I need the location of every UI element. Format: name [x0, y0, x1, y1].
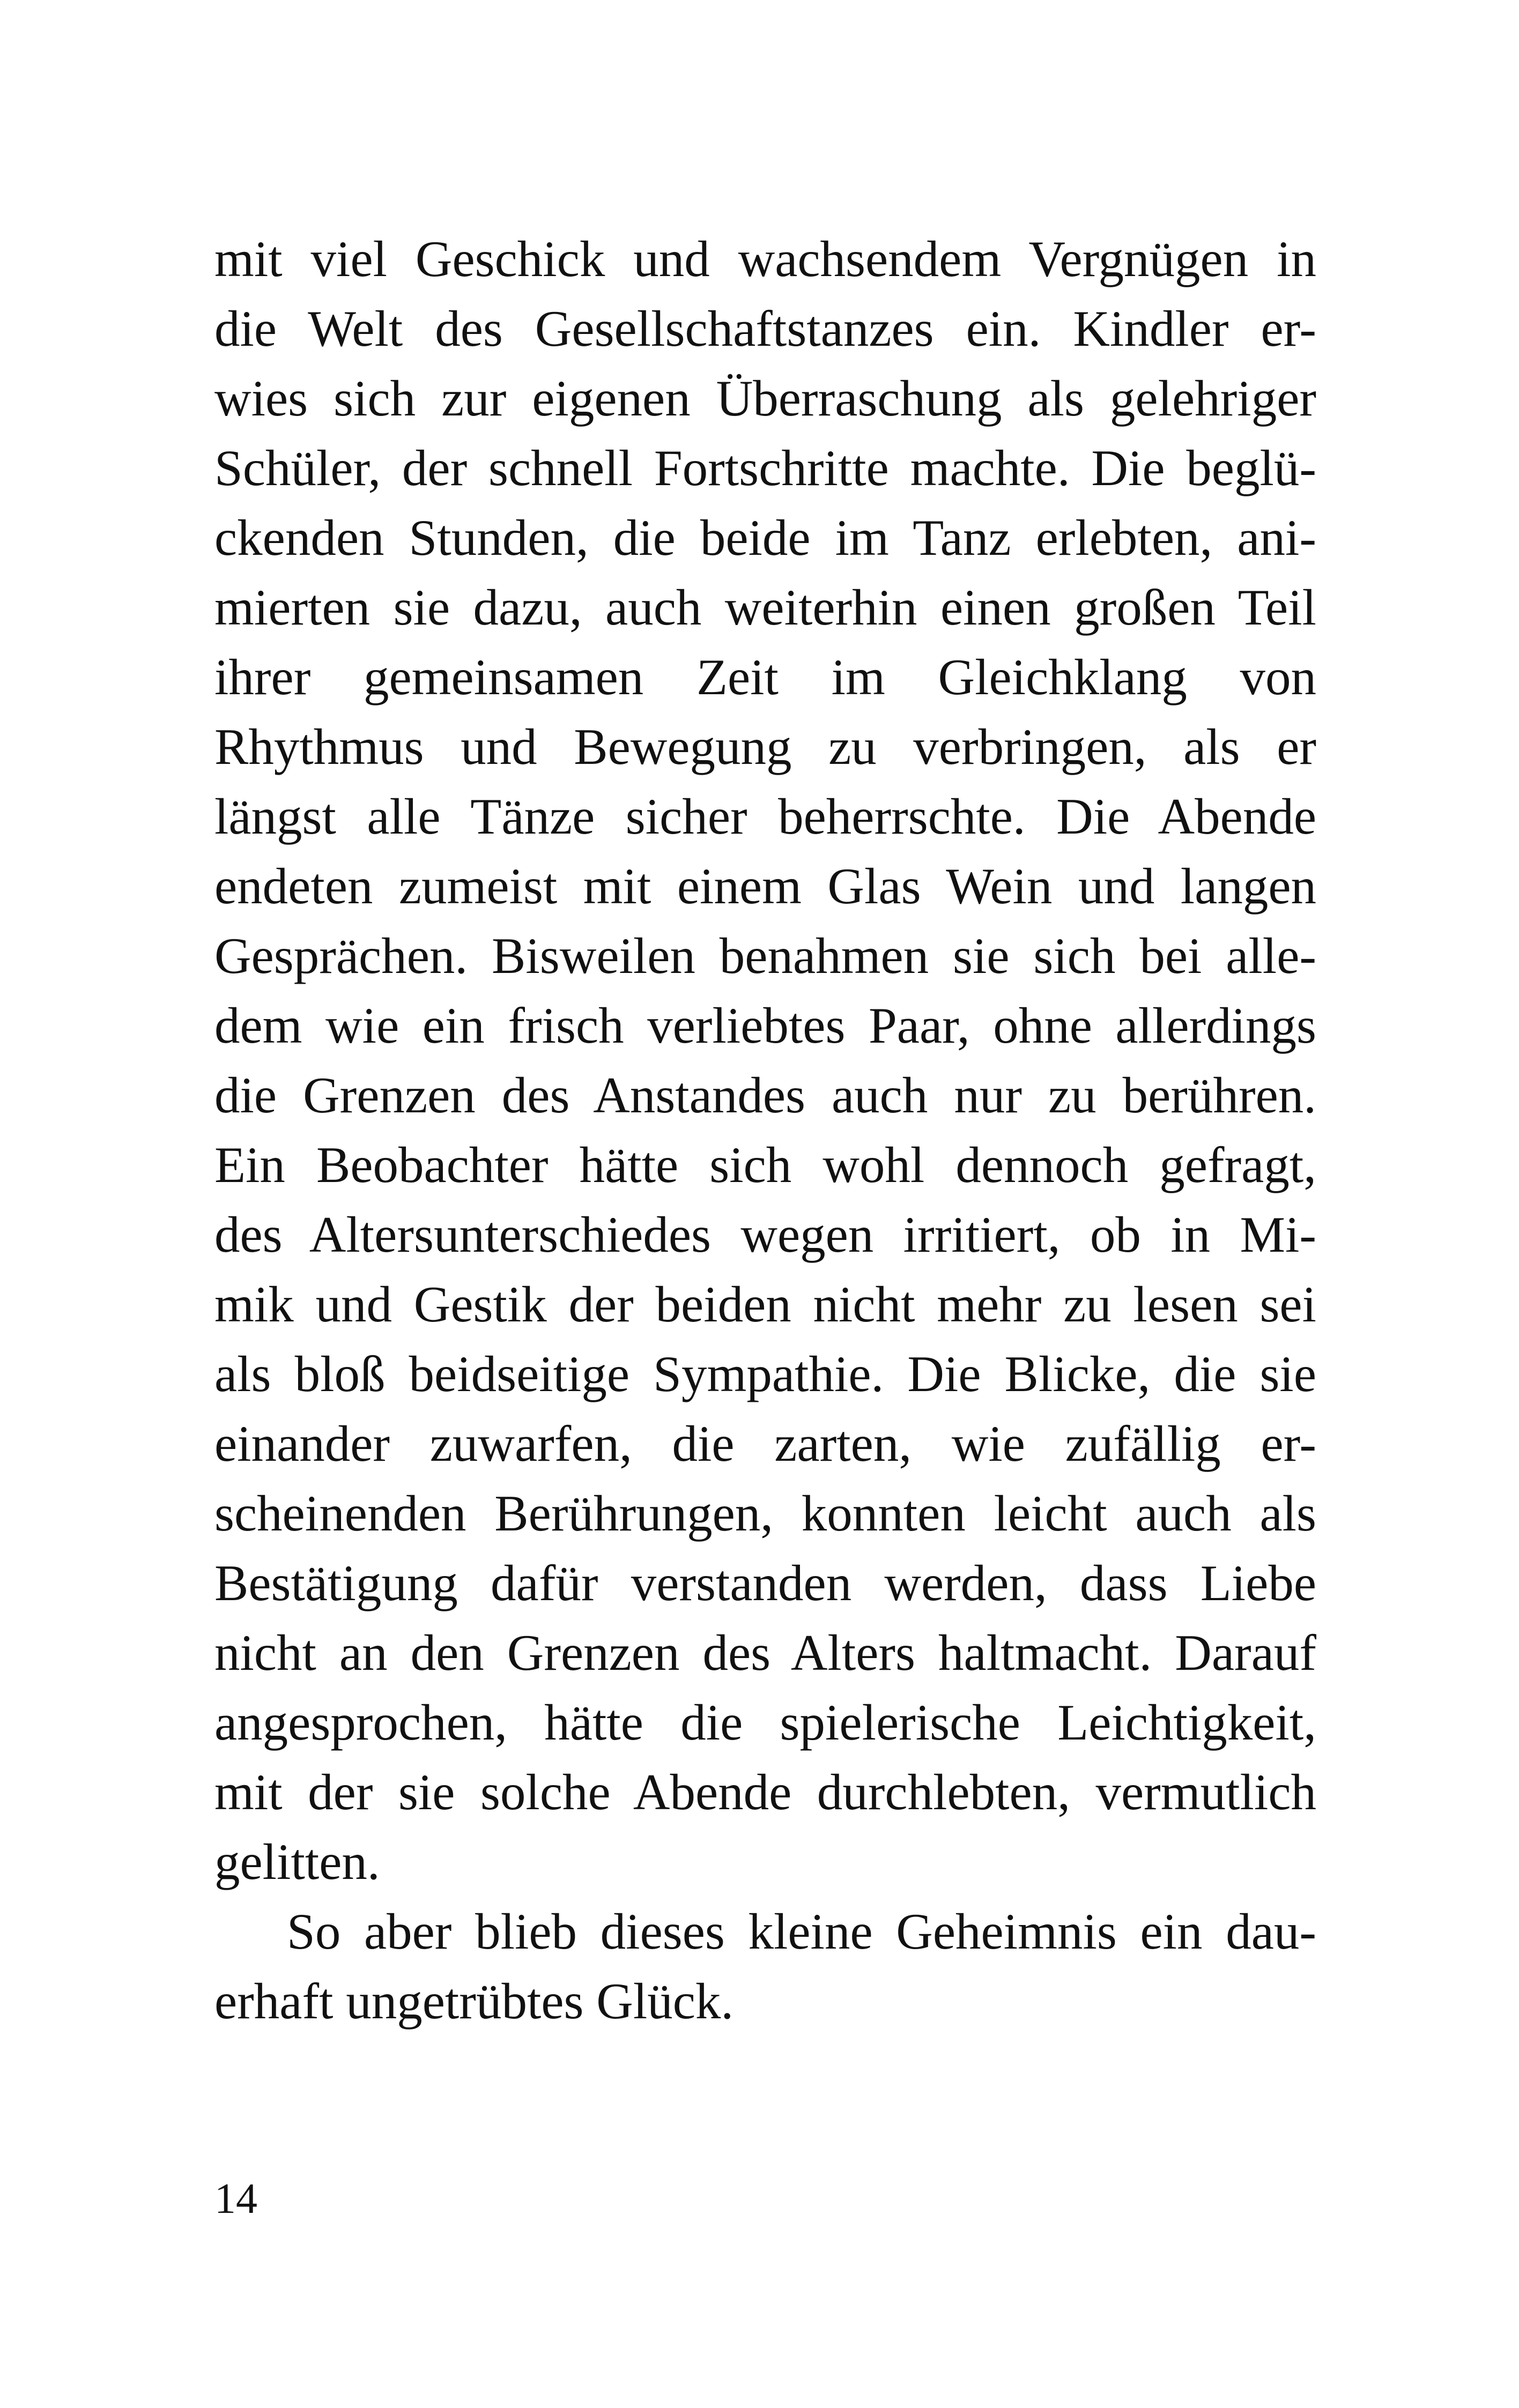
text-line: ckenden Stunden, die beide im Tanz erlebten, ani-	[214, 509, 1316, 566]
text-line: die Grenzen des Anstandes auch nur zu berühren.	[214, 1067, 1316, 1124]
text-line: mierten sie dazu, auch weiterhin einen großen Teil	[214, 579, 1316, 636]
text-line: Gesprächen. Bisweilen benahmen sie sich bei alle-	[214, 927, 1316, 984]
text-line: Bestätigung dafür verstanden werden, dass Liebe	[214, 1555, 1316, 1611]
text-line: einander zuwarfen, die zarten, wie zufällig er-	[214, 1415, 1316, 1472]
text-line: Ein Beobachter hätte sich wohl dennoch gefragt,	[214, 1136, 1316, 1193]
text-line: als bloß beidseitige Sympathie. Die Blicke, die sie	[214, 1346, 1316, 1402]
text-line: Schüler, der schnell Fortschritte machte. Die beglü-	[214, 440, 1316, 496]
text-line: mik und Gestik der beiden nicht mehr zu lesen sei	[214, 1276, 1316, 1333]
text-line: die Welt des Gesellschaftstanzes ein. Kindler er-	[214, 300, 1316, 357]
text-line: erhaft ungetrübtes Glück.	[214, 1973, 734, 2030]
text-line: gelitten.	[214, 1833, 380, 1890]
page-number: 14	[214, 2175, 257, 2223]
paragraph-1	[214, 224, 1316, 1897]
body-text	[214, 224, 1316, 2036]
text-line: nicht an den Grenzen des Alters haltmacht. Darauf	[214, 1624, 1316, 1681]
text-line: längst alle Tänze sicher beherrschte. Die Abende	[214, 788, 1316, 845]
text-line: So aber blieb dieses kleine Geheimnis ein dau-	[287, 1903, 1316, 1960]
text-line: scheinenden Berührungen, konnten leicht auch als	[214, 1485, 1316, 1542]
text-line: wies sich zur eigenen Überraschung als gelehriger	[214, 370, 1316, 427]
text-line: endeten zumeist mit einem Glas Wein und langen	[214, 858, 1316, 915]
text-line: ihrer gemeinsamen Zeit im Gleichklang von	[214, 649, 1316, 705]
text-line: dem wie ein frisch verliebtes Paar, ohne allerdings	[214, 997, 1316, 1054]
text-line: angesprochen, hätte die spielerische Leichtigkeit,	[214, 1694, 1316, 1751]
text-line: mit der sie solche Abende durchlebten, vermutlich	[214, 1764, 1316, 1820]
paragraph-2	[214, 1897, 1316, 2036]
text-line: Rhythmus und Bewegung zu verbringen, als er	[214, 718, 1316, 775]
text-line: des Altersunterschiedes wegen irritiert, ob in Mi-	[214, 1206, 1316, 1263]
text-line: mit viel Geschick und wachsendem Vergnügen in	[214, 231, 1316, 287]
